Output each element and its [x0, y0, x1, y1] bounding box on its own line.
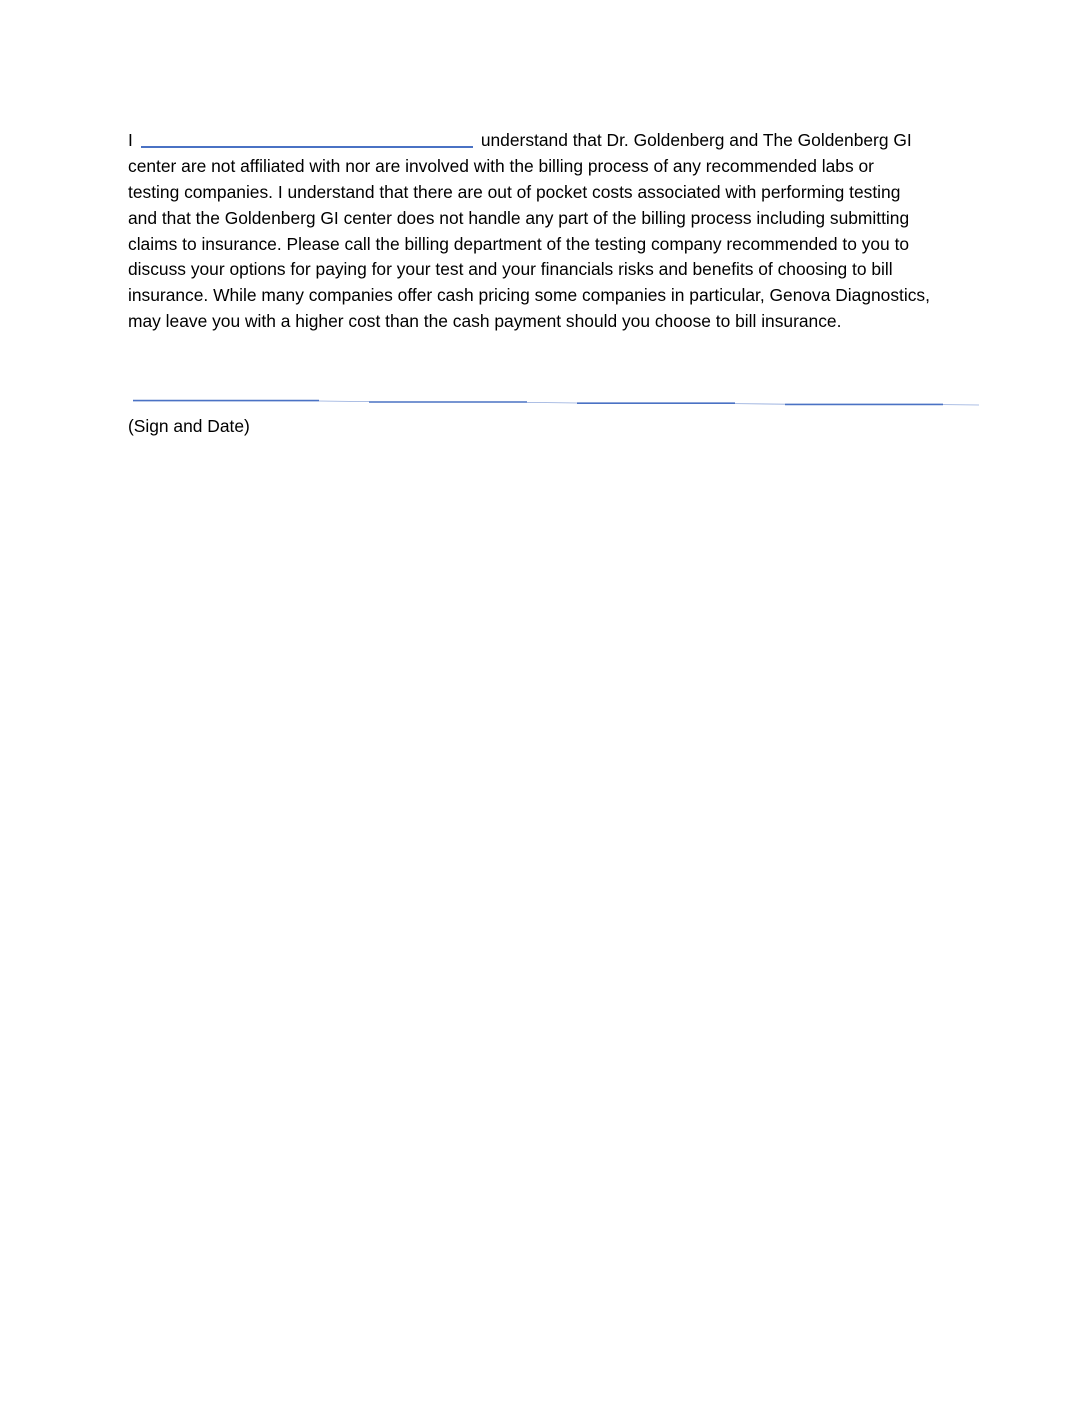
paragraph-prefix: I	[128, 130, 133, 150]
consent-paragraph	[128, 128, 930, 335]
paragraph-line-text: center are not affiliated with nor are involved with the billing process of any recommended labs or	[128, 155, 874, 176]
signature-line-segment	[527, 402, 577, 403]
signature-line-segment	[735, 404, 785, 405]
sign-and-date-label: (Sign and Date)	[128, 416, 250, 436]
paragraph-line-text: may leave you with a higher cost than the cash payment should you choose to bill insurance.	[128, 311, 842, 332]
signature-line-segment	[319, 401, 369, 402]
paragraph-line-text: understand that Dr. Goldenberg and The Goldenberg GI	[480, 130, 912, 150]
paragraph-line-text: claims to insurance. Please call the billing department of the testing company recommended to you to	[128, 233, 910, 254]
paragraph-line-1	[128, 128, 930, 154]
paragraph-line-text: discuss your options for paying for your test and your financials risks and benefits of choosing to bill	[128, 259, 893, 280]
signature-line[interactable]	[133, 396, 979, 410]
paragraph-line-text: insurance. While many companies offer cash pricing some companies in particular, Genova Diagnostics,	[128, 285, 930, 306]
name-blank-field[interactable]	[141, 128, 473, 148]
paragraph-line-text: testing companies. I understand that there are out of pocket costs associated with performing testing	[128, 181, 901, 202]
paragraph-line-text: and that the Goldenberg GI center does not handle any part of the billing process including submitting	[128, 207, 910, 228]
